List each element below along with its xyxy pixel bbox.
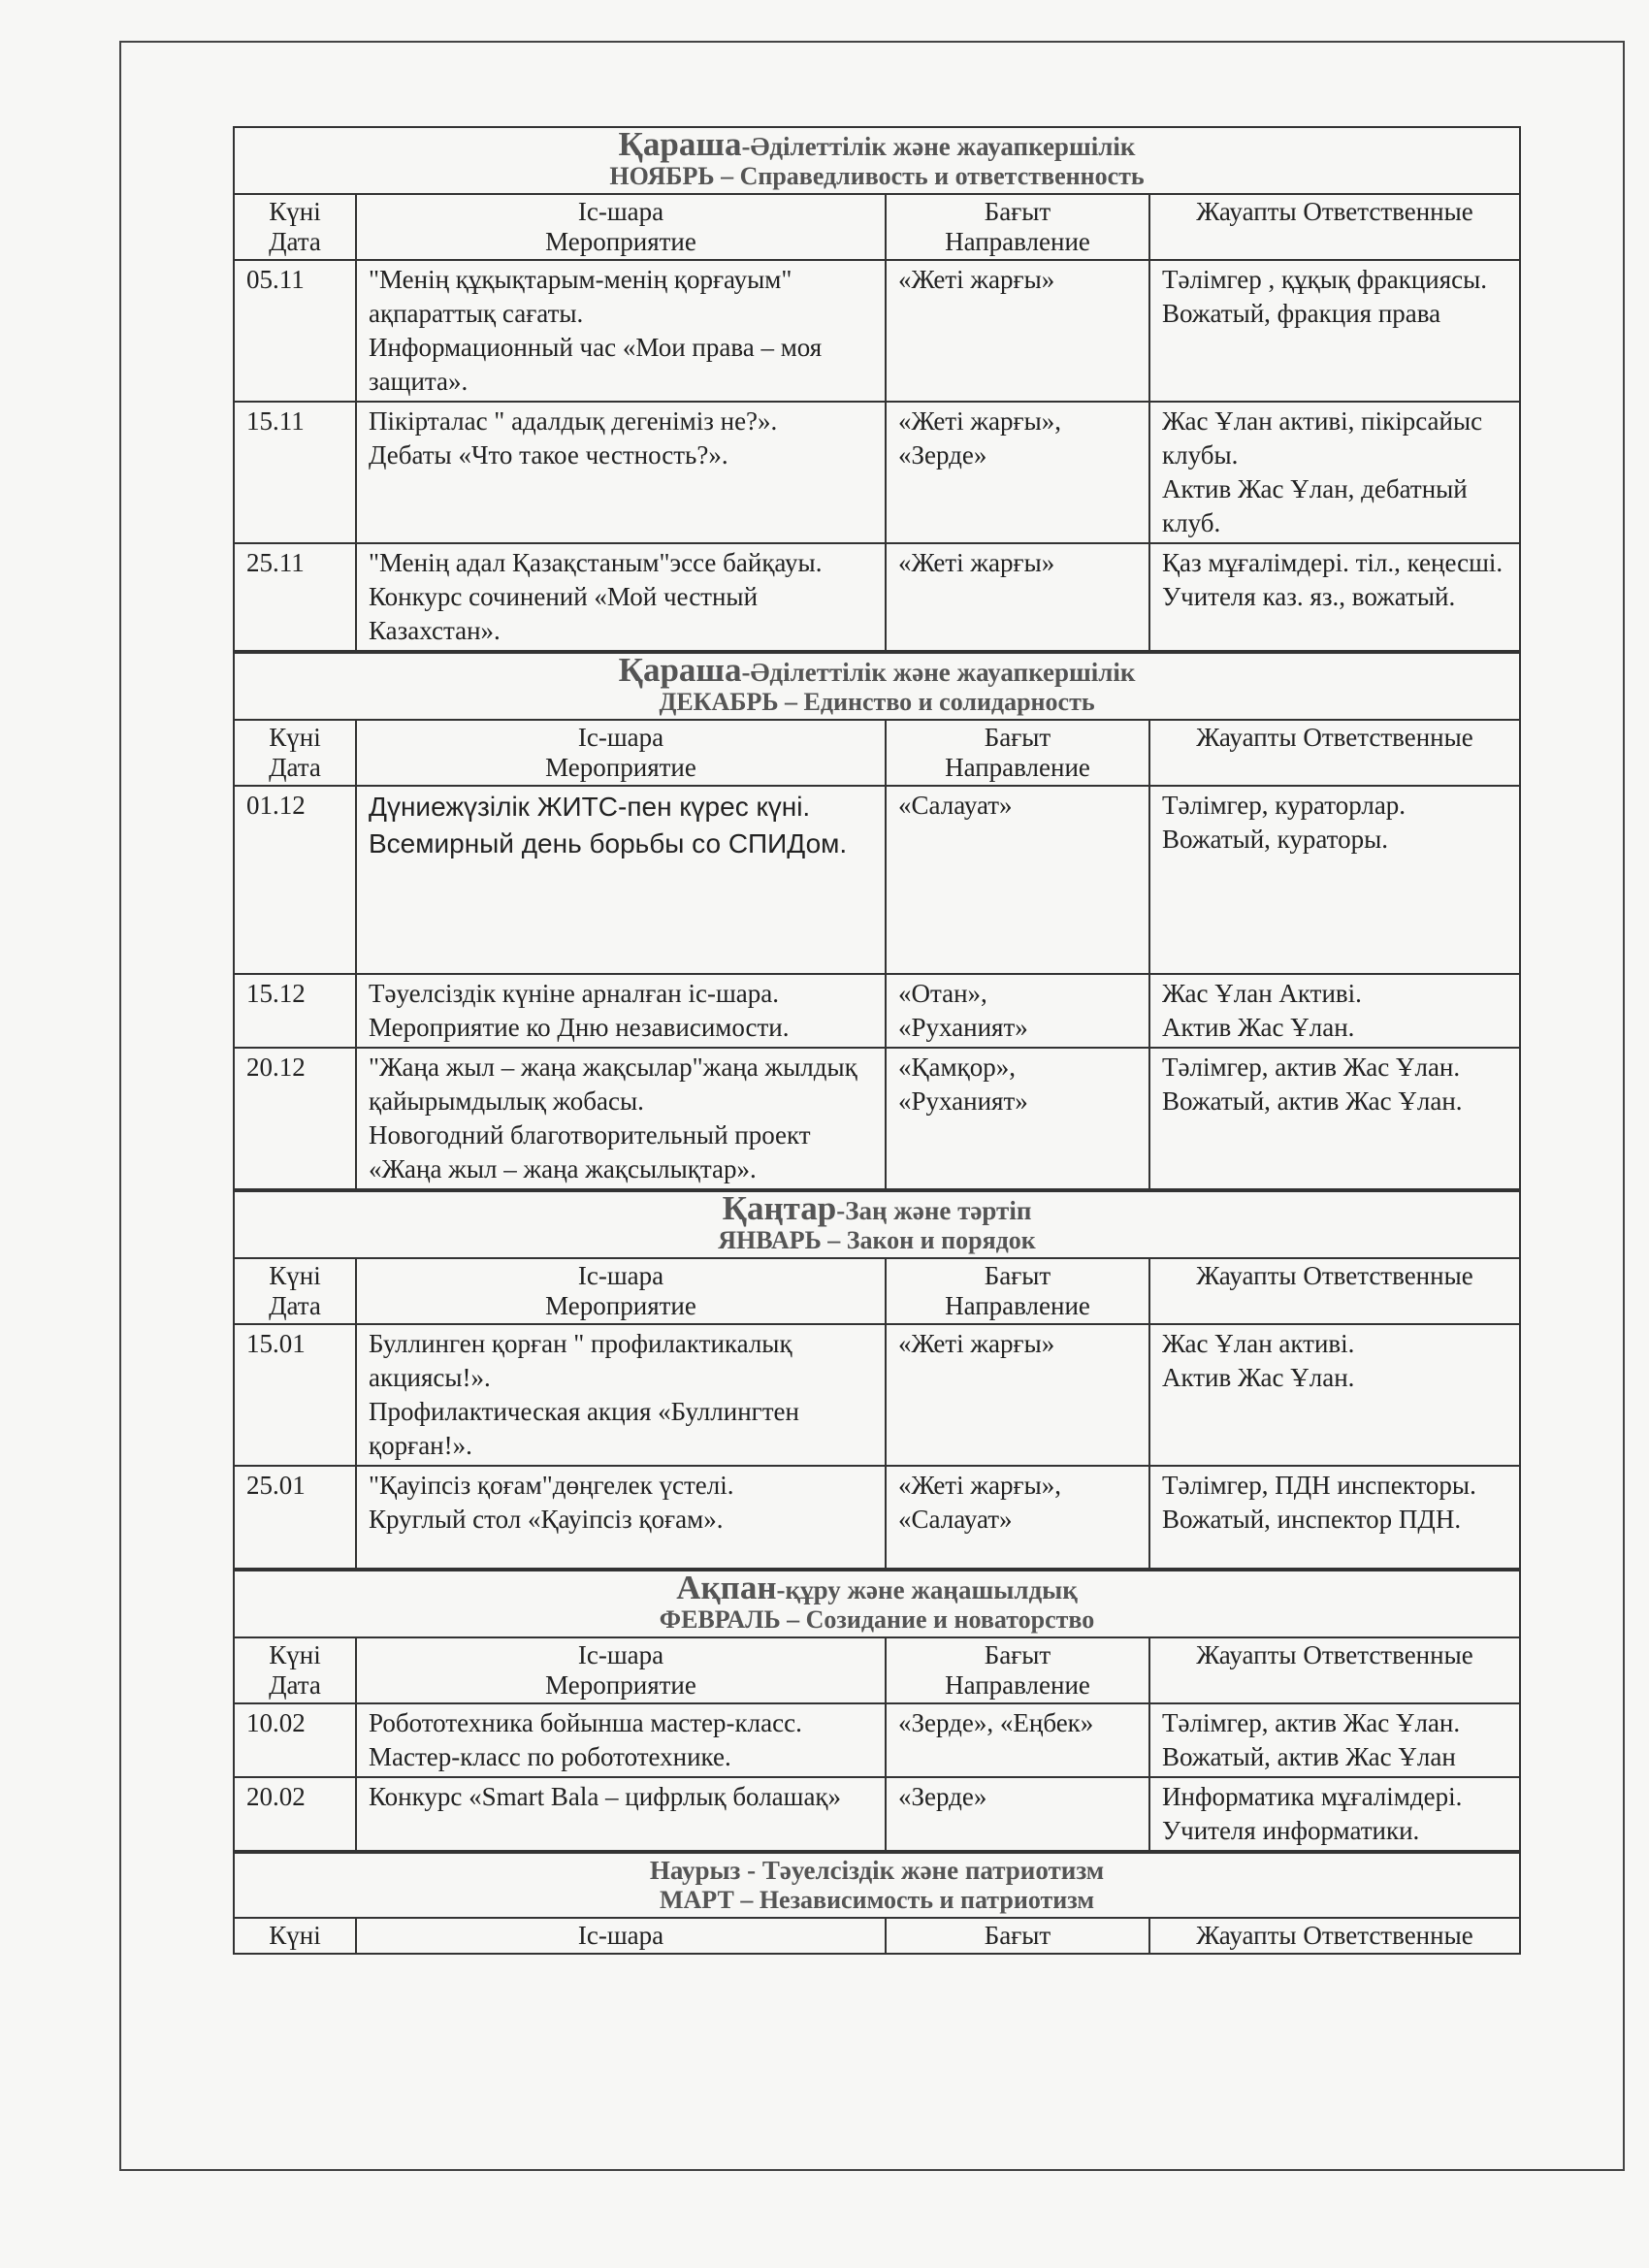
row-date: 15.11 (234, 402, 356, 543)
month-ru-title: ФЕВРАЛЬ – Созидание и новаторство (659, 1605, 1095, 1634)
header-date: Күні Дата (234, 194, 356, 260)
row-date: 25.11 (234, 543, 356, 651)
section-february (233, 1570, 1521, 1852)
row-event: Буллинген қорған " профилактикалық акциясы!». Профилактическая акция «Буллингтен қорған!». (356, 1324, 886, 1466)
table-row (234, 1703, 1520, 1777)
header-direction: Бағыт Направление (886, 720, 1149, 786)
month-kz-title: Ақпан (676, 1569, 777, 1606)
month-kz-title: Қараша (618, 651, 742, 689)
row-date: 20.12 (234, 1048, 356, 1189)
section-title (234, 1571, 1520, 1637)
row-date: 01.12 (234, 786, 356, 974)
table-row (234, 974, 1520, 1048)
month-kz-theme: -Заң және тәртіп (836, 1196, 1032, 1225)
month-kz-theme: - Тәуелсіздік және патриотизм (740, 1856, 1105, 1885)
row-date: 25.01 (234, 1466, 356, 1569)
header-responsible: Жауапты Ответственные (1149, 1918, 1520, 1954)
section-title (234, 127, 1520, 194)
row-direction: «Отан», «Руханият» (886, 974, 1149, 1048)
table-row (234, 1777, 1520, 1851)
section-title (234, 653, 1520, 720)
row-event: "Жаңа жыл – жаңа жақсылар"жаңа жылдық қайырымдылық жобасы. Новогодний благотворительный проект «Жаңа жыл – жаңа жақсылықтар». (356, 1048, 886, 1189)
row-responsible: Жас Ұлан активі. Актив Жас Ұлан. (1149, 1324, 1520, 1466)
header-date: Күні Дата (234, 720, 356, 786)
row-direction: «Жеті жарғы», «Салауат» (886, 1466, 1149, 1569)
section-title (234, 1191, 1520, 1258)
row-direction: «Салауат» (886, 786, 1149, 974)
table-row (234, 1466, 1520, 1569)
plan-document (233, 126, 1519, 1955)
month-kz-theme: -Әділеттілік және жауапкершілік (741, 132, 1136, 161)
row-event: Робототехника бойынша мастер-класс. Мастер-класс по робототехнике. (356, 1703, 886, 1777)
row-event: Тәуелсіздік күніне арналған іс-шара. Мероприятие ко Дню независимости. (356, 974, 886, 1048)
header-responsible: Жауапты Ответственные (1149, 1637, 1520, 1703)
row-direction: «Қамқор», «Руханият» (886, 1048, 1149, 1189)
row-date: 05.11 (234, 260, 356, 402)
row-date: 10.02 (234, 1703, 356, 1777)
row-responsible: Тәлімгер, актив Жас Ұлан. Вожатый, актив Жас Ұлан (1149, 1703, 1520, 1777)
row-date: 20.02 (234, 1777, 356, 1851)
row-direction: «Зерде» (886, 1777, 1149, 1851)
row-event: "Қауіпсіз қоғам"дөңгелек үстелі. Круглый стол «Қауіпсіз қоғам». (356, 1466, 886, 1569)
header-responsible: Жауапты Ответственные (1149, 720, 1520, 786)
section-march (233, 1852, 1521, 1955)
header-responsible: Жауапты Ответственные (1149, 194, 1520, 260)
row-direction: «Зерде», «Еңбек» (886, 1703, 1149, 1777)
row-event: "Менің құқықтарым-менің қорғауым" ақпараттық сағаты. Информационный час «Мои права – моя защита». (356, 260, 886, 402)
row-date: 15.12 (234, 974, 356, 1048)
table-row (234, 543, 1520, 651)
row-direction: «Жеті жарғы», «Зерде» (886, 402, 1149, 543)
row-responsible: Қаз мұғалімдері. тіл., кеңесші. Учителя каз. яз., вожатый. (1149, 543, 1520, 651)
month-ru-title: МАРТ – Независимость и патриотизм (659, 1886, 1095, 1914)
header-direction: Бағыт Направление (886, 1258, 1149, 1324)
row-direction: «Жеті жарғы» (886, 260, 1149, 402)
header-responsible: Жауапты Ответственные (1149, 1258, 1520, 1324)
header-direction: Бағыт Направление (886, 194, 1149, 260)
month-kz-theme: -Әділеттілік және жауапкершілік (741, 658, 1136, 687)
row-event: "Менің адал Қазақстаным"эссе байқауы. Конкурс сочинений «Мой честный Казахстан». (356, 543, 886, 651)
row-event: Конкурс «Smart Bala – цифрлық болашақ» (356, 1777, 886, 1851)
header-event: Іс-шара Мероприятие (356, 1258, 886, 1324)
header-direction: Бағыт Направление (886, 1637, 1149, 1703)
section-january (233, 1190, 1521, 1570)
month-ru-title: НОЯБРЬ – Справедливость и ответственность (609, 162, 1145, 190)
header-event: Іс-шара (356, 1918, 886, 1954)
header-event: Іс-шара Мероприятие (356, 194, 886, 260)
month-kz-title: Наурыз (649, 1856, 741, 1885)
row-event: Пікірталас " адалдық дегеніміз не?». Дебаты «Что такое честность?». (356, 402, 886, 543)
row-direction: «Жеті жарғы» (886, 543, 1149, 651)
month-ru-title: ДЕКАБРЬ – Единство и солидарность (659, 688, 1095, 716)
table-row (234, 260, 1520, 402)
header-date: Күні Дата (234, 1637, 356, 1703)
header-event: Іс-шара Мероприятие (356, 720, 886, 786)
row-direction: «Жеті жарғы» (886, 1324, 1149, 1466)
row-responsible: Информатика мұғалімдері. Учителя информатики. (1149, 1777, 1520, 1851)
table-row (234, 786, 1520, 974)
table-row (234, 402, 1520, 543)
header-direction: Бағыт (886, 1918, 1149, 1954)
row-responsible: Жас Ұлан активі, пікірсайыс клубы. Актив Жас Ұлан, дебатный клуб. (1149, 402, 1520, 543)
row-responsible: Тәлімгер, кураторлар. Вожатый, кураторы. (1149, 786, 1520, 974)
table-row (234, 1048, 1520, 1189)
month-ru-title: ЯНВАРЬ – Закон и порядок (718, 1226, 1036, 1254)
row-responsible: Тәлімгер, актив Жас Ұлан. Вожатый, актив Жас Ұлан. (1149, 1048, 1520, 1189)
section-december (233, 652, 1521, 1190)
section-november (233, 126, 1521, 652)
month-kz-title: Қаңтар (722, 1189, 837, 1227)
month-kz-theme: -құру және жаңашылдық (776, 1575, 1078, 1604)
row-date: 15.01 (234, 1324, 356, 1466)
table-row (234, 1324, 1520, 1466)
row-event: Дүниежүзілік ЖИТС-пен күрес күні. Всемирный день борьбы со СПИДом. (356, 786, 886, 974)
header-date: Күні Дата (234, 1258, 356, 1324)
row-responsible: Жас Ұлан Активі. Актив Жас Ұлан. (1149, 974, 1520, 1048)
section-title (234, 1853, 1520, 1918)
row-responsible: Тәлімгер, ПДН инспекторы. Вожатый, инспектор ПДН. (1149, 1466, 1520, 1569)
header-date: Күні (234, 1918, 356, 1954)
month-kz-title: Қараша (618, 125, 742, 163)
row-responsible: Тәлімгер , құқық фракциясы. Вожатый, фракция права (1149, 260, 1520, 402)
header-event: Іс-шара Мероприятие (356, 1637, 886, 1703)
